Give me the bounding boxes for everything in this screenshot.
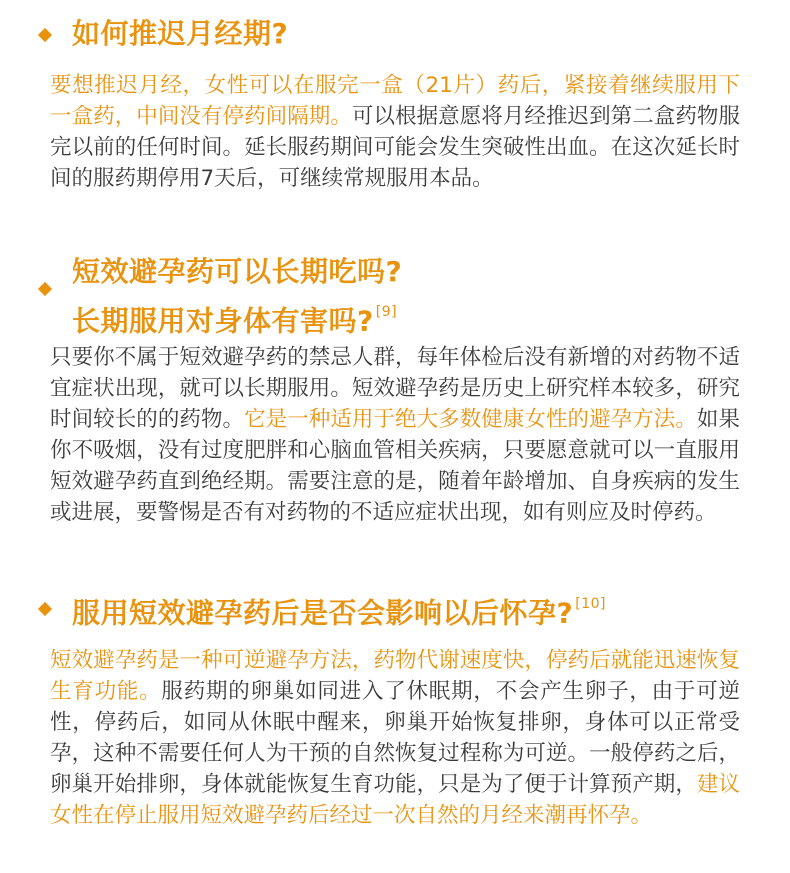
section-heading <box>0 14 790 54</box>
heading-line: 长期服用对身体有害吗? <box>72 304 374 338</box>
section-postpone-period <box>0 14 790 54</box>
heading-line: 服用短效避孕药后是否会影响以后怀孕? <box>72 596 574 630</box>
heading-line: 短效避孕药可以长期吃吗? <box>72 255 403 288</box>
body-text: 只要你不属于短效避孕药的禁忌人群，每年体检后没有新增的对药物不适宜症状出现，就可以长期服用。短效避孕药是历史上研究样本较多，研究时间较长的的药物。 <box>50 345 740 432</box>
body-text: 服药期的卵巢如同进入了休眠期，不会产生卵子，由于可逆性，停药后，如同从休眠中醒来，卵巢开始恢复排卵，身体可以正常受孕，这种不需要任何人为干预的自然恢复过程称为可逆。一般停药之后，卵巢开始排卵，身体就能恢复生育功能，只是为了便于计算预产期， <box>50 679 740 797</box>
highlighted-text: 建议女性在停止服用短效避孕药后经过一次自然的月经来潮再怀孕。 <box>50 772 740 828</box>
heading-line: 如何推迟月经期? <box>72 17 289 50</box>
heading-line-with-ref <box>0 296 790 341</box>
reference-marker: [9] <box>375 304 398 320</box>
highlighted-text: 它是一种适用于绝大多数健康女性的避孕方法。 <box>244 407 697 432</box>
section-heading <box>0 252 790 341</box>
section-heading <box>0 588 790 633</box>
body-text: 如果你不吸烟，没有过度肥胖和心脑血管相关疾病，只要愿意就可以一直服用短效避孕药直到绝经期。需要注意的是，随着年龄增加、自身疾病的发生或进展，要警惕是否有对药物的不适应症状出现，如有则应及时停药。 <box>50 407 740 525</box>
body-text: 可以根据意愿将月经推迟到第二盒药物服完以前的任何时间。延长服药期间可能会发生突破性出血。在这次延长时间的服药期停用7天后，可继续常规服用本品。 <box>50 104 740 191</box>
section-paragraph <box>50 70 740 194</box>
section-paragraph <box>50 645 740 831</box>
section-long-term-use <box>0 252 790 341</box>
heading-line-with-ref <box>0 588 790 633</box>
section-future-pregnancy <box>0 588 790 633</box>
highlighted-text: 要想推迟月经，女性可以在服完一盒（21片）药后，紧接着继续服用下一盒药，中间没有停药间隔期。 <box>50 73 740 129</box>
highlighted-text: 短效避孕药是一种可逆避孕方法，药物代谢速度快，停药后就能迅速恢复生育功能。 <box>50 648 740 704</box>
reference-marker: [10] <box>575 596 606 612</box>
section-paragraph <box>50 342 740 528</box>
